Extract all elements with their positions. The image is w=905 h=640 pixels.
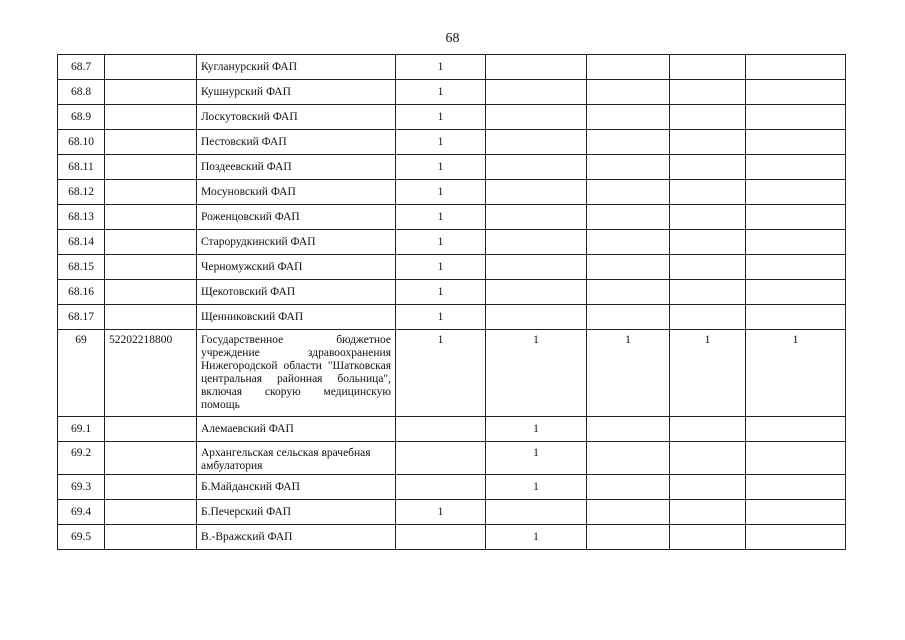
value-cell-5 <box>746 255 846 280</box>
table-body <box>58 55 846 550</box>
value-cell-3 <box>587 130 670 155</box>
value-cell-1: 1 <box>396 500 486 525</box>
organization-code-cell <box>105 280 197 305</box>
value-cell-2 <box>486 255 587 280</box>
value-cell-5: 1 <box>746 330 846 417</box>
value-cell-5 <box>746 80 846 105</box>
organization-code-cell <box>105 230 197 255</box>
table-row <box>58 230 846 255</box>
organization-code-cell <box>105 442 197 475</box>
organization-name-cell: Пестовский ФАП <box>197 130 396 155</box>
organization-code-cell <box>105 305 197 330</box>
value-cell-1: 1 <box>396 80 486 105</box>
value-cell-5 <box>746 155 846 180</box>
organization-name-cell: Щенниковский ФАП <box>197 305 396 330</box>
value-cell-4 <box>670 305 746 330</box>
value-cell-4 <box>670 80 746 105</box>
row-number-cell: 69.5 <box>58 525 105 550</box>
value-cell-4 <box>670 475 746 500</box>
table-row <box>58 105 846 130</box>
value-cell-2: 1 <box>486 475 587 500</box>
organization-code-cell <box>105 525 197 550</box>
row-number-cell: 69.4 <box>58 500 105 525</box>
value-cell-4 <box>670 500 746 525</box>
value-cell-2 <box>486 105 587 130</box>
organization-code-cell <box>105 130 197 155</box>
table-row <box>58 280 846 305</box>
value-cell-4 <box>670 255 746 280</box>
value-cell-4 <box>670 230 746 255</box>
organization-name-cell: Архангельская сельская врачебная амбулатория <box>197 442 396 475</box>
value-cell-5 <box>746 55 846 80</box>
value-cell-3 <box>587 205 670 230</box>
organization-code-cell <box>105 205 197 230</box>
value-cell-1: 1 <box>396 180 486 205</box>
organization-code-cell <box>105 500 197 525</box>
table-row <box>58 80 846 105</box>
value-cell-3 <box>587 80 670 105</box>
value-cell-3 <box>587 442 670 475</box>
value-cell-2 <box>486 80 587 105</box>
value-cell-5 <box>746 305 846 330</box>
table-row <box>58 130 846 155</box>
value-cell-2 <box>486 55 587 80</box>
organization-code-cell <box>105 105 197 130</box>
value-cell-3 <box>587 180 670 205</box>
organization-name-cell: Щекотовский ФАП <box>197 280 396 305</box>
organization-code-cell <box>105 255 197 280</box>
page-number: 68 <box>445 31 460 46</box>
organization-name-cell: Б.Печерский ФАП <box>197 500 396 525</box>
value-cell-2 <box>486 205 587 230</box>
row-number-cell: 69.1 <box>58 417 105 442</box>
value-cell-2: 1 <box>486 525 587 550</box>
row-number-cell: 68.15 <box>58 255 105 280</box>
registry-table <box>57 54 846 550</box>
organization-name-cell: Алемаевский ФАП <box>197 417 396 442</box>
value-cell-1: 1 <box>396 305 486 330</box>
value-cell-1 <box>396 525 486 550</box>
value-cell-2: 1 <box>486 442 587 475</box>
value-cell-2: 1 <box>486 330 587 417</box>
table-row <box>58 475 846 500</box>
value-cell-2 <box>486 180 587 205</box>
value-cell-3 <box>587 305 670 330</box>
value-cell-4 <box>670 417 746 442</box>
table-row <box>58 442 846 475</box>
table-row <box>58 255 846 280</box>
row-number-cell: 69 <box>58 330 105 417</box>
row-number-cell: 68.14 <box>58 230 105 255</box>
value-cell-1: 1 <box>396 55 486 80</box>
value-cell-1: 1 <box>396 155 486 180</box>
row-number-cell: 68.12 <box>58 180 105 205</box>
value-cell-2 <box>486 305 587 330</box>
value-cell-5 <box>746 417 846 442</box>
organization-code-cell <box>105 417 197 442</box>
value-cell-5 <box>746 180 846 205</box>
value-cell-5 <box>746 205 846 230</box>
organization-name-cell: Поздеевский ФАП <box>197 155 396 180</box>
row-number-cell: 68.13 <box>58 205 105 230</box>
value-cell-3 <box>587 500 670 525</box>
value-cell-4 <box>670 205 746 230</box>
value-cell-4 <box>670 155 746 180</box>
organization-code-cell <box>105 80 197 105</box>
value-cell-1: 1 <box>396 230 486 255</box>
value-cell-1: 1 <box>396 280 486 305</box>
value-cell-4 <box>670 280 746 305</box>
value-cell-4 <box>670 55 746 80</box>
value-cell-3: 1 <box>587 330 670 417</box>
organization-name-cell: Кушнурский ФАП <box>197 80 396 105</box>
table-row <box>58 500 846 525</box>
value-cell-3 <box>587 417 670 442</box>
organization-name-cell: Б.Майданский ФАП <box>197 475 396 500</box>
value-cell-3 <box>587 105 670 130</box>
value-cell-5 <box>746 475 846 500</box>
table-row <box>58 525 846 550</box>
value-cell-4 <box>670 130 746 155</box>
value-cell-5 <box>746 442 846 475</box>
table-row <box>58 330 846 417</box>
row-number-cell: 68.8 <box>58 80 105 105</box>
value-cell-2 <box>486 130 587 155</box>
value-cell-3 <box>587 155 670 180</box>
value-cell-2 <box>486 230 587 255</box>
value-cell-3 <box>587 475 670 500</box>
organization-name-cell: Лоскутовский ФАП <box>197 105 396 130</box>
value-cell-1 <box>396 475 486 500</box>
row-number-cell: 68.11 <box>58 155 105 180</box>
row-number-cell: 69.2 <box>58 442 105 475</box>
value-cell-2 <box>486 280 587 305</box>
organization-name-cell: Мосуновский ФАП <box>197 180 396 205</box>
value-cell-3 <box>587 230 670 255</box>
value-cell-2 <box>486 155 587 180</box>
value-cell-1: 1 <box>396 205 486 230</box>
value-cell-1: 1 <box>396 130 486 155</box>
organization-code-cell <box>105 55 197 80</box>
value-cell-5 <box>746 230 846 255</box>
organization-name-cell: Роженцовский ФАП <box>197 205 396 230</box>
organization-name-cell: Кугланурский ФАП <box>197 55 396 80</box>
value-cell-1 <box>396 442 486 475</box>
row-number-cell: 69.3 <box>58 475 105 500</box>
table-row <box>58 55 846 80</box>
organization-code-cell <box>105 475 197 500</box>
value-cell-5 <box>746 130 846 155</box>
organization-code-cell <box>105 180 197 205</box>
row-number-cell: 68.17 <box>58 305 105 330</box>
table-row <box>58 180 846 205</box>
value-cell-1: 1 <box>396 105 486 130</box>
value-cell-1: 1 <box>396 255 486 280</box>
value-cell-4 <box>670 525 746 550</box>
table-row <box>58 155 846 180</box>
organization-code-cell <box>105 155 197 180</box>
table-row <box>58 205 846 230</box>
organization-name-cell: Старорудкинский ФАП <box>197 230 396 255</box>
row-number-cell: 68.10 <box>58 130 105 155</box>
value-cell-3 <box>587 255 670 280</box>
organization-name-cell: В.-Вражский ФАП <box>197 525 396 550</box>
value-cell-2: 1 <box>486 417 587 442</box>
value-cell-5 <box>746 525 846 550</box>
value-cell-1 <box>396 417 486 442</box>
row-number-cell: 68.7 <box>58 55 105 80</box>
value-cell-4 <box>670 180 746 205</box>
table-row <box>58 417 846 442</box>
table-row <box>58 305 846 330</box>
value-cell-4 <box>670 105 746 130</box>
organization-code-cell: 52202218800 <box>105 330 197 417</box>
row-number-cell: 68.9 <box>58 105 105 130</box>
value-cell-3 <box>587 280 670 305</box>
organization-name-cell: Государственное бюджетное учреждение здравоохранения Нижегородской области "Шатковская центральная районная больница", включая скорую медицинскую помощь <box>197 330 396 417</box>
value-cell-4: 1 <box>670 330 746 417</box>
value-cell-5 <box>746 280 846 305</box>
value-cell-5 <box>746 500 846 525</box>
row-number-cell: 68.16 <box>58 280 105 305</box>
value-cell-4 <box>670 442 746 475</box>
value-cell-3 <box>587 55 670 80</box>
value-cell-5 <box>746 105 846 130</box>
value-cell-1: 1 <box>396 330 486 417</box>
value-cell-3 <box>587 525 670 550</box>
organization-name-cell: Черномужский ФАП <box>197 255 396 280</box>
value-cell-2 <box>486 500 587 525</box>
